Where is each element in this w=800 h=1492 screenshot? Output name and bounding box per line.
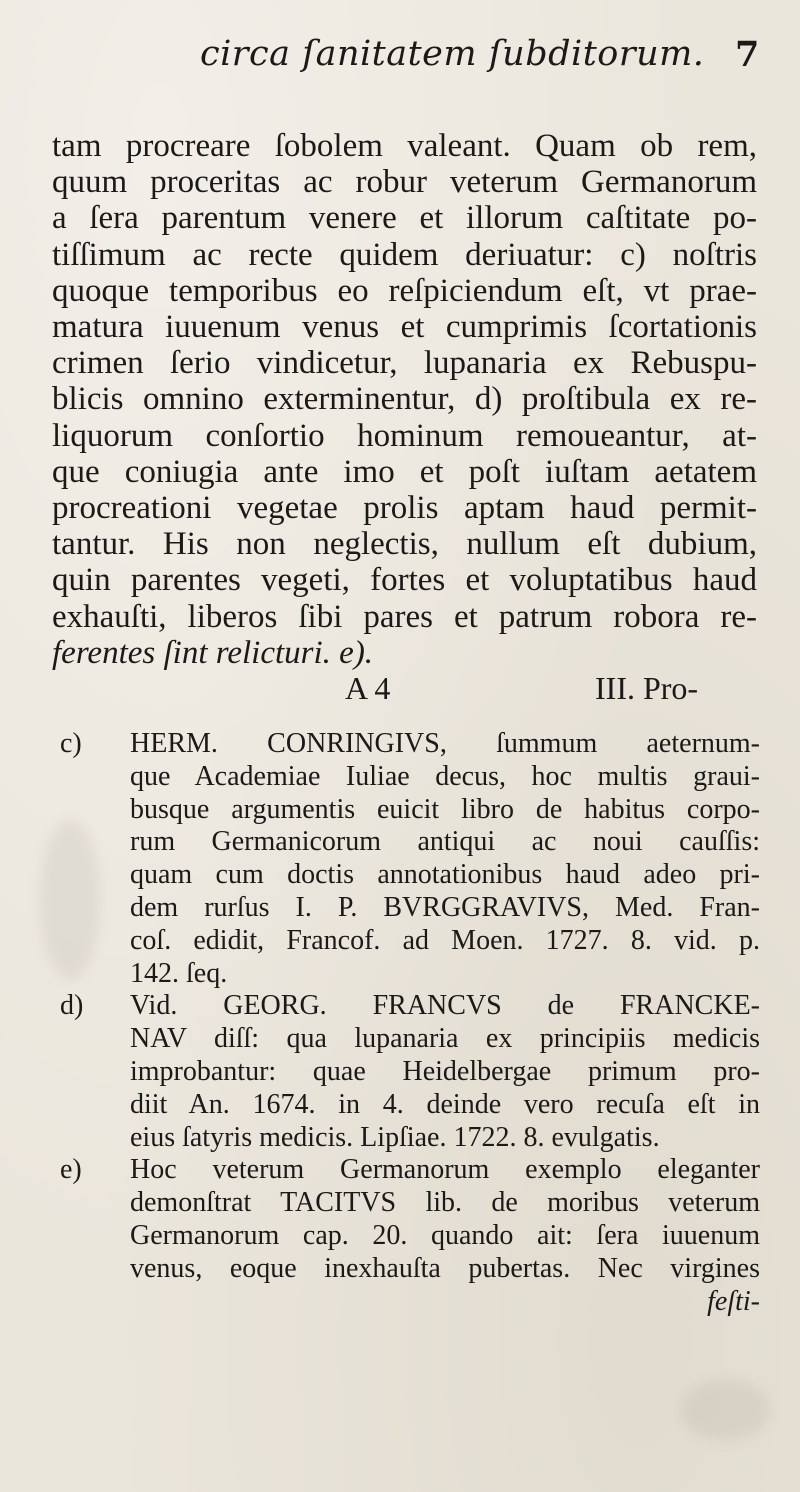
footnote-line: feſti- [707, 1285, 760, 1317]
footnote-c [60, 728, 760, 990]
footnotes [60, 728, 760, 1318]
text-line: quoque temporibus eo reſpiciendum eſt, vt prae- [52, 272, 757, 309]
text-line: procreationi vegetae prolis aptam haud permit- [52, 490, 757, 527]
footnote-line: busque argumentis euicit libro de habitus corpo- [130, 793, 760, 825]
text-line: blicis omnino exterminentur, d) proſtibula ex re- [52, 381, 757, 418]
signature-mark: A 4 [345, 670, 391, 706]
footnote-line: eius ſatyris medicis. Lipſiae. 1722. 8. evulgatis. [130, 1121, 660, 1153]
footnote-line: NAV diſſ: qua lupanaria ex principiis medicis [130, 1023, 760, 1055]
page-stain [680, 1380, 770, 1440]
footnote-line: HERM. CONRINGIVS, ſummum aeternum- [130, 728, 760, 759]
footnote-d [60, 990, 760, 1154]
footnote-line: 142. ſeq. [130, 957, 228, 989]
text-line: exhauſti, liberos ſibi pares et patrum robora re- [52, 598, 757, 635]
text-line: ferentes ſint relicturi. e). [52, 634, 374, 671]
text-line: crimen ſerio vindicetur, lupanaria ex Rebuspu- [52, 345, 757, 382]
footnote-e [60, 1154, 760, 1318]
main-text [52, 128, 757, 671]
footnote-line: demonſtrat TACITVS lib. de moribus veterum [130, 1187, 760, 1219]
text-line: a ſera parentum venere et illorum caſtitate po- [52, 200, 757, 237]
footnote-mark: c) [60, 728, 82, 759]
page-number: 7 [735, 34, 760, 75]
footnote-line: Hoc veterum Germanorum exemplo eleganter [130, 1154, 760, 1186]
footnote-line: que Academiae Iuliae decus, hoc multis graui- [130, 760, 760, 792]
text-line: quin parentes vegeti, fortes et voluptatibus haud [52, 562, 757, 599]
text-line: matura iuuenum venus et cumprimis ſcortationis [52, 309, 757, 346]
text-line: tantur. His non neglectis, nullum eſt dubium, [52, 526, 757, 563]
running-head-title: circa ſanitatem ſubditorum. [200, 34, 705, 74]
text-line: tam procreare ſobolem valeant. Quam ob rem, [52, 128, 757, 164]
text-line: liquorum conſortio hominum remoueantur, at- [52, 417, 757, 454]
text-line: tiſſimum ac recte quidem deriuatur: c) noſtris [52, 236, 757, 273]
footnote-mark: e) [60, 1154, 82, 1186]
text-line: que coniugia ante imo et poſt iuſtam aetatem [52, 453, 757, 490]
footnote-mark: d) [60, 990, 84, 1022]
footnote-line: venus, eoque inexhauſta pubertas. Nec virgines [130, 1252, 760, 1284]
footnote-line: improbantur: quae Heidelbergae primum pro- [130, 1055, 760, 1087]
footnote-line: coſ. edidit, Francof. ad Moen. 1727. 8. vid. p. [130, 924, 760, 956]
catchword: III. Pro- [595, 670, 699, 706]
text-line: quum proceritas ac robur veterum Germanorum [52, 164, 757, 201]
footnote-line: quam cum doctis annotationibus haud adeo pri- [130, 859, 760, 891]
footnote-line: diit An. 1674. in 4. deinde vero recuſa eſt in [130, 1088, 760, 1120]
footnote-line: rum Germanicorum antiqui ac noui cauſſis: [130, 826, 760, 858]
footnote-line: Germanorum cap. 20. quando ait: ſera iuuenum [130, 1219, 760, 1251]
footnote-line: Vid. GEORG. FRANCVS de FRANCKE- [130, 990, 760, 1022]
footnote-line: dem rurſus I. P. BVRGGRAVIVS, Med. Fran- [130, 891, 760, 923]
running-head [200, 34, 760, 74]
